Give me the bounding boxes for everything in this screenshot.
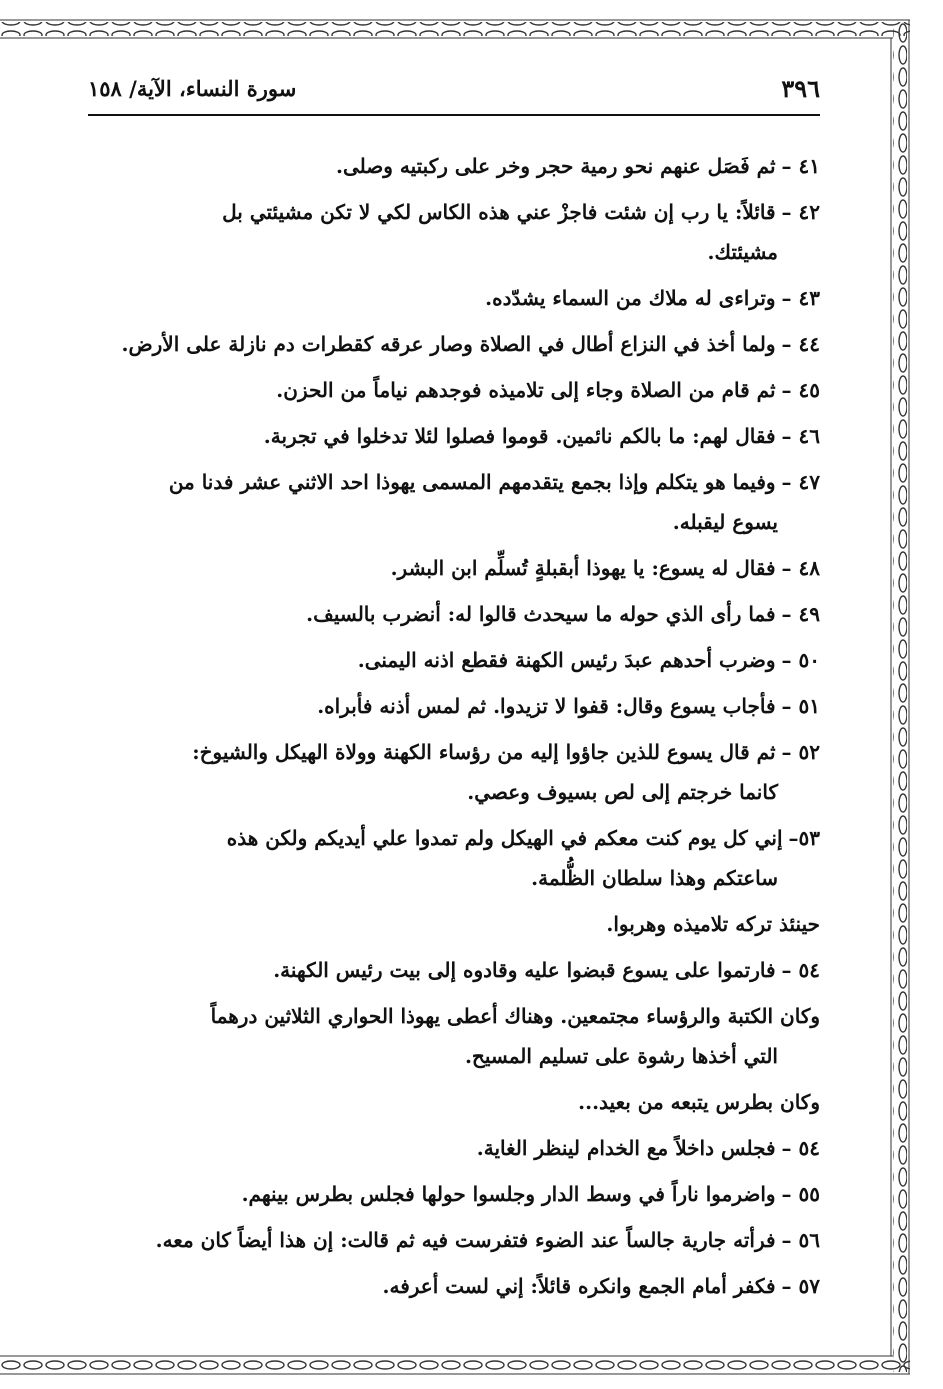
verse-line (88, 818, 820, 898)
verse-line (88, 324, 820, 364)
verse-line (88, 462, 820, 542)
page-header (88, 70, 820, 116)
verse-text: ثم فَصَل عنهم نحو رمية حجر وخر على ركبتيه وصلى. (336, 154, 776, 178)
verse-continuation: مشيئتك. (707, 240, 778, 264)
verse-text: وكان الكتبة والرؤساء مجتمعين. وهناك أعطى يهوذا الحواري الثلاثين درهماً (210, 1004, 820, 1028)
verse-number: ٥٣– (788, 826, 820, 850)
verse-text: وكان بطرس يتبعه من بعيد... (578, 1090, 820, 1114)
verse-text: فجلس داخلاً مع الخدام لينظر الغاية. (476, 1136, 776, 1160)
verse-continuation: كانما خرجتم إلى لص بسيوف وعصي. (467, 780, 778, 804)
verse-line (88, 1266, 820, 1306)
verse-line (88, 732, 820, 812)
verse-number: ٤١ – (781, 154, 820, 178)
page-content (88, 146, 820, 1312)
verse-continuation: ساعتكم وهذا سلطان الظُّلمة. (531, 866, 778, 890)
verse-line (88, 1128, 820, 1168)
verse-text: فرأته جارية جالساً عند الضوء فتفرست فيه ثم قالت: إن هذا أيضاً كان معه. (155, 1228, 776, 1252)
verse-line (88, 686, 820, 726)
running-title: سورة النساء، الآية/ ١٥٨ (88, 76, 297, 101)
verse-number: ٥٤ – (781, 1136, 820, 1160)
verse-continuation: التي أخذها رشوة على تسليم المسيح. (464, 1044, 778, 1068)
verse-line (88, 640, 820, 680)
verse-text: واضرموا ناراً في وسط الدار وجلسوا حولها فجلس بطرس بينهم. (241, 1182, 776, 1206)
verse-line (88, 192, 820, 272)
verse-number: ٤٩ – (781, 602, 820, 626)
verse-line (88, 1174, 820, 1214)
verse-text: وفيما هو يتكلم وإذا بجمع يتقدمهم المسمى يهوذا احد الاثني عشر فدنا من (168, 470, 776, 494)
verse-line (88, 370, 820, 410)
verse-text: فكفر أمام الجمع وانكره قائلاً: إني لست أعرفه. (382, 1274, 776, 1298)
verse-number: ٥٧ – (781, 1274, 820, 1298)
verse-line (88, 1220, 820, 1260)
paragraph-line (88, 1082, 820, 1122)
verse-text: فما رأى الذي حوله ما سيحدث قالوا له: أنضرب بالسيف. (306, 602, 776, 626)
verse-number: ٤٦ – (781, 424, 820, 448)
verse-text: وتراءى له ملاك من السماء يشدّده. (485, 286, 776, 310)
verse-number: ٥٤ – (781, 958, 820, 982)
verse-text: ولما أخذ في النزاع أطال في الصلاة وصار عرقه كقطرات دم نازلة على الأرض. (121, 332, 776, 356)
verse-text: فأجاب يسوع وقال: قفوا لا تزيدوا. ثم لمس أذنه فأبراه. (317, 694, 776, 718)
verse-text: ثم قام من الصلاة وجاء إلى تلاميذه فوجدهم نياماً من الحزن. (276, 378, 776, 402)
verse-line (88, 548, 820, 588)
verse-number: ٤٥ – (781, 378, 820, 402)
verse-text: إني كل يوم كنت معكم في الهيكل ولم تمدوا علي أيديكم ولكن هذه (226, 826, 783, 850)
verse-number: ٤٨ – (781, 556, 820, 580)
verse-number: ٥١ – (781, 694, 820, 718)
verse-text: حينئذ تركه تلاميذه وهربوا. (606, 912, 820, 936)
verse-line (88, 594, 820, 634)
verse-number: ٤٧ – (781, 470, 820, 494)
verse-line (88, 950, 820, 990)
verse-text: فارتموا على يسوع قبضوا عليه وقادوه إلى بيت رئيس الكهنة. (273, 958, 776, 982)
verse-number: ٥٥ – (781, 1182, 820, 1206)
page-number: ٣٩٦ (781, 74, 820, 103)
verse-number: ٤٢ – (781, 200, 820, 224)
verse-number: ٥٦ – (781, 1228, 820, 1252)
verse-text: ثم قال يسوع للذين جاؤوا إليه من رؤساء الكهنة وولاة الهيكل والشيوخ: (192, 740, 776, 764)
verse-line (88, 278, 820, 318)
verse-text: فقال لهم: ما بالكم نائمين. قوموا فصلوا لئلا تدخلوا في تجربة. (263, 424, 776, 448)
verse-text: فقال له يسوع: يا يهوذا أبقبلةٍ تُسلِّم ابن البشر. (390, 556, 776, 580)
verse-line (88, 996, 820, 1076)
paragraph-line (88, 904, 820, 944)
verse-number: ٤٣ – (781, 286, 820, 310)
verse-text: قائلاً: يا رب إن شئت فاجزْ عني هذه الكاس لكي لا تكن مشيئتي بل (222, 200, 776, 224)
verse-continuation: يسوع ليقبله. (672, 510, 778, 534)
verse-line (88, 146, 820, 186)
book-page (88, 70, 820, 1360)
verse-number: ٤٤ – (781, 332, 820, 356)
verse-line (88, 416, 820, 456)
verse-number: ٥٢ – (781, 740, 820, 764)
verse-number: ٥٠ – (781, 648, 820, 672)
verse-text: وضرب أحدهم عبدَ رئيس الكهنة فقطع اذنه اليمنى. (357, 648, 776, 672)
